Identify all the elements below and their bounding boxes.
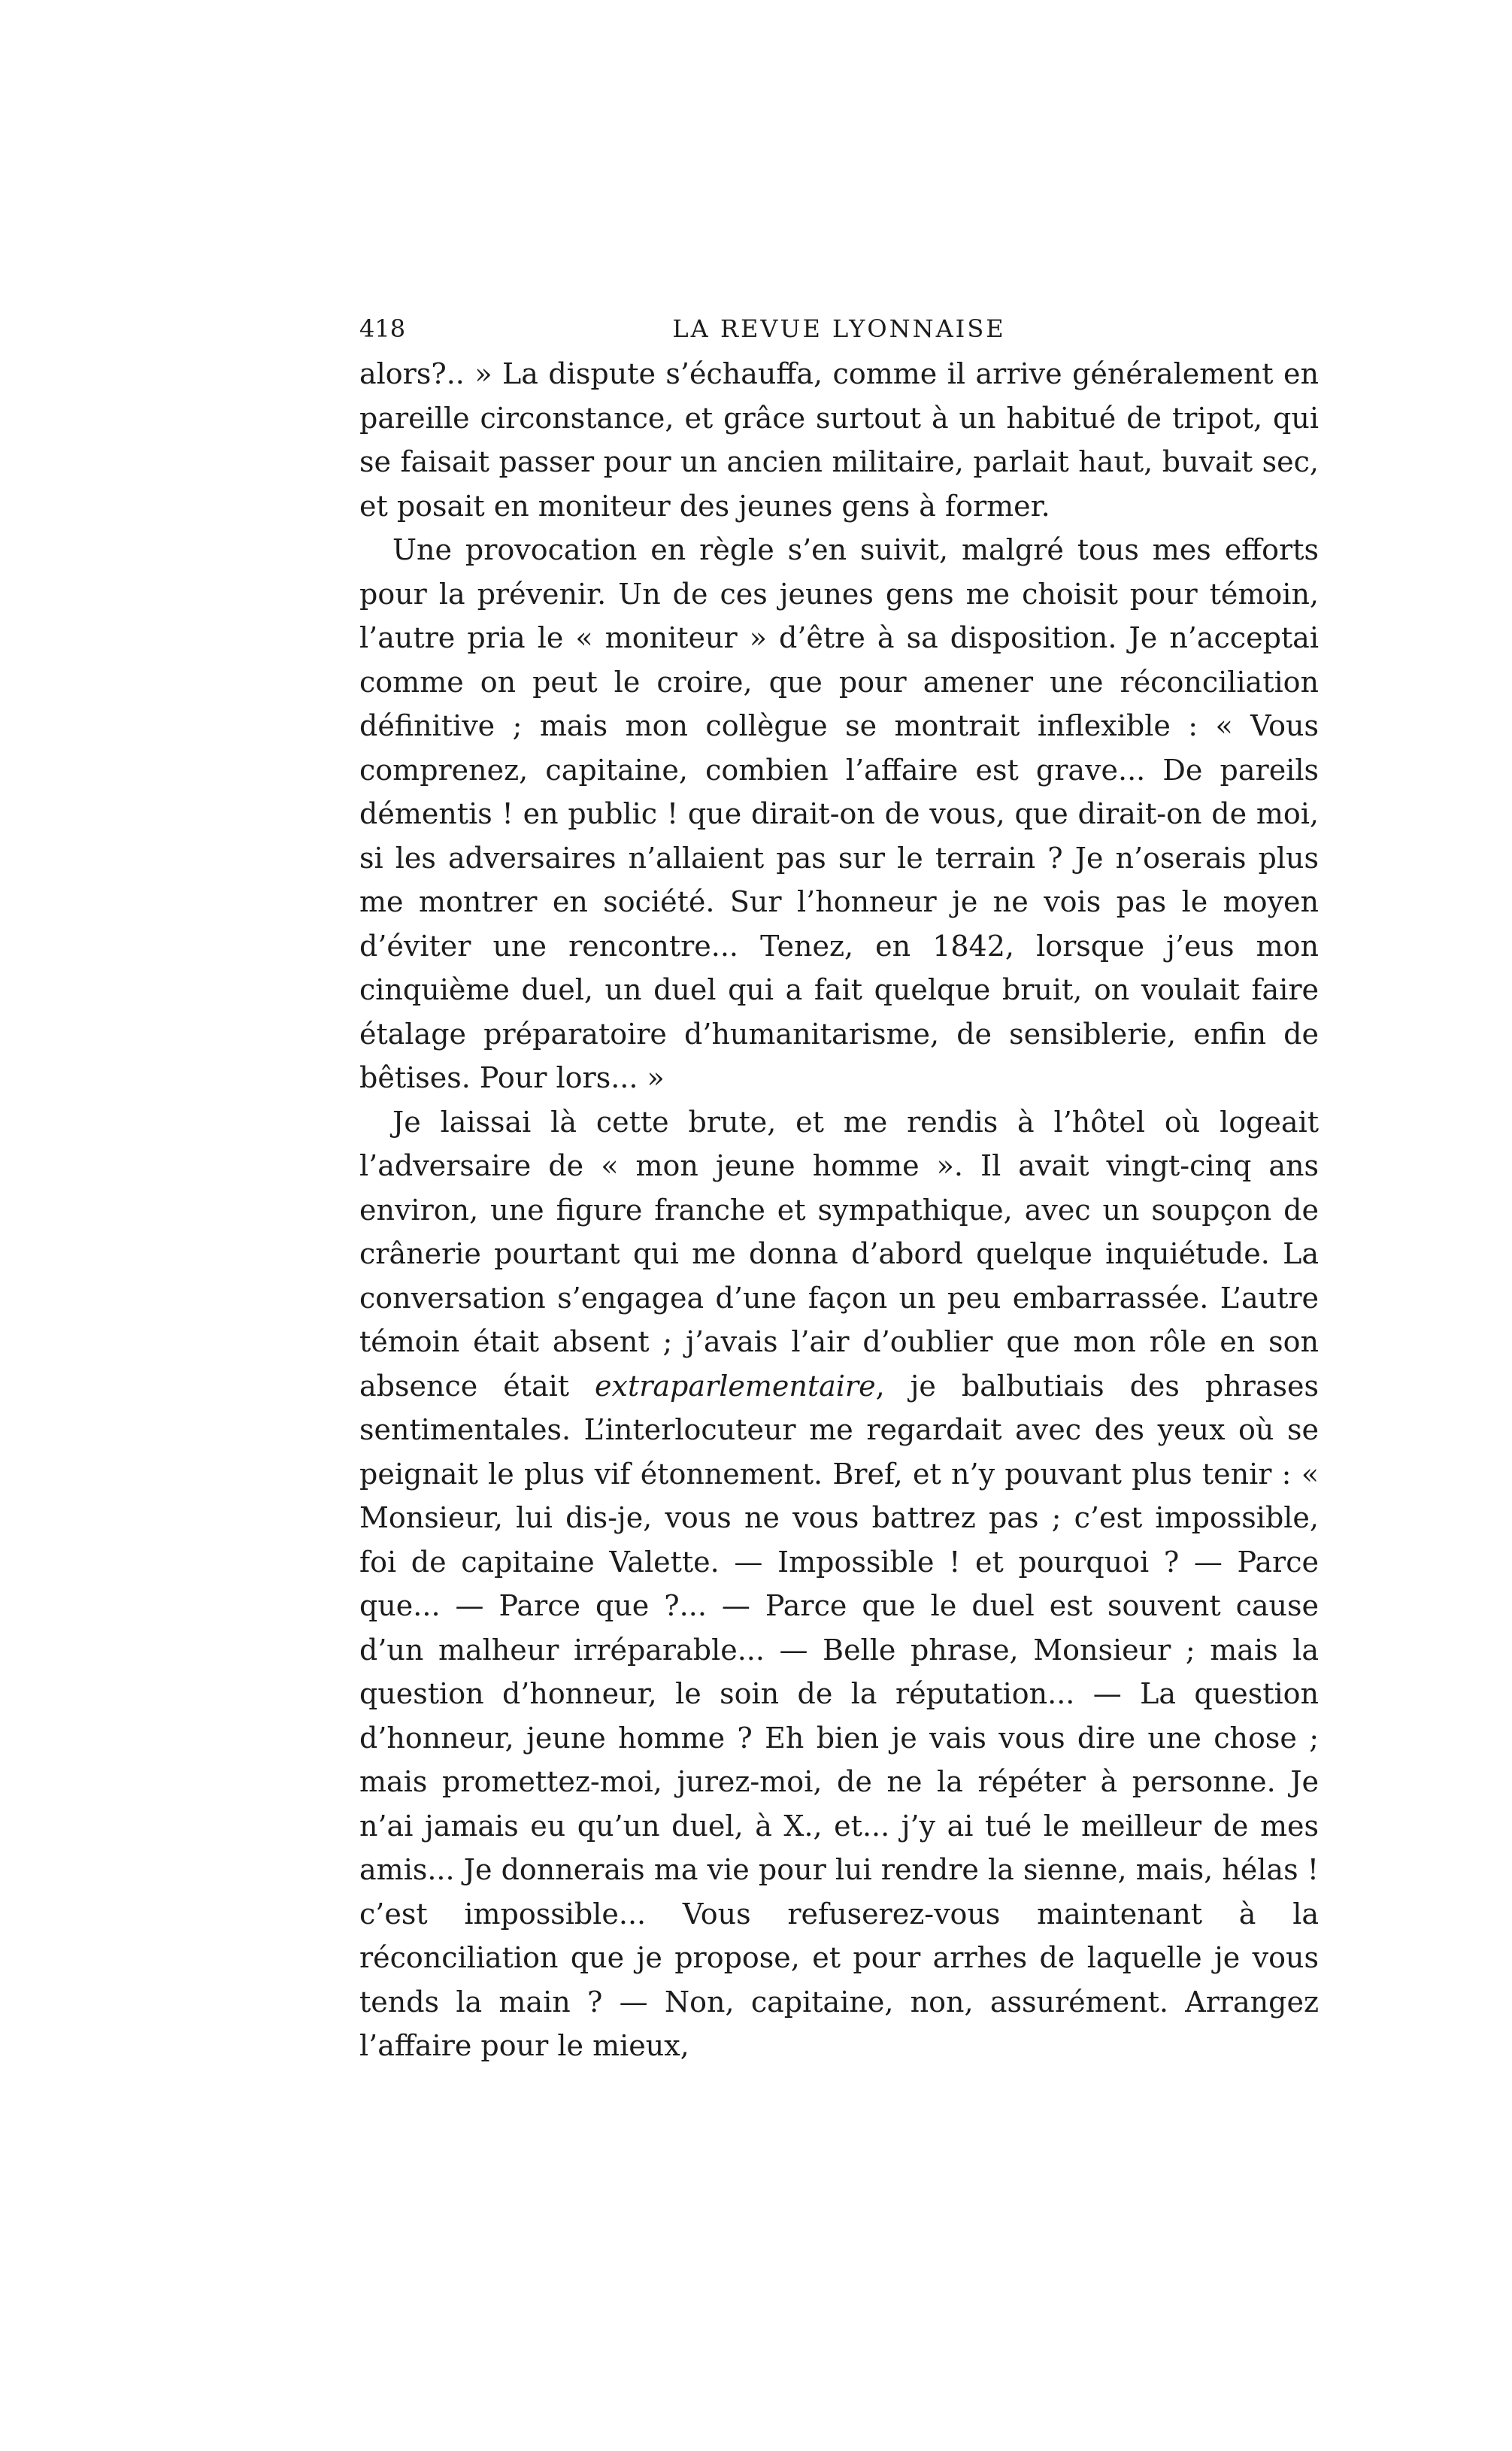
running-title: LA REVUE LYONNAISE [672,314,1006,343]
paragraph: Une provocation en règle s’en suivit, malgré tous mes efforts pour la prévenir. Un de ces jeunes gens me choisit pour témoin, l’autre pria le « moniteur » d’être à sa disposition. Je n’acceptai comme on peut le croire, que pour amener une réconciliation définitive ; mais mon collègue se montrait inflexible : « Vous comprenez, capitaine, combien l’affaire est grave... De pareils démentis ! en public ! que dirait-on de vous, que dirait-on de moi, si les adversaires n’allaient pas sur le terrain ? Je n’oserais plus me montrer en société. Sur l’honneur je ne vois pas le moyen d’éviter une rencontre... Tenez, en 1842, lorsque j’eus mon cinquième duel, un duel qui a fait quelque bruit, on voulait faire étalage préparatoire d’humanitarisme, de sensiblerie, enfin de bêtises. Pour lors... » [359,533,1319,1094]
italic-term: extraparlementaire [595,1369,876,1403]
paragraph-text: Je laissai là cette brute, et me rendis à l’hôtel où logeait l’adversaire de « mon jeune homme ». Il avait vingt-cinq ans environ, une figure franche et sympathique, avec un soupçon de crânerie pourtant qui me donna d’abord quelque inquiétude. La conversation s’engagea d’une façon un peu embarrassée. L’autre témoin était absent ; j’avais l’air d’oublier que mon rôle en son absence était [359,1105,1319,1403]
paragraph: alors?.. » La dispute s’échauffa, comme il arrive généralement en pareille circonstance, et grâce surtout à un habitué de tripot, qui se faisait passer pour un ancien militaire, parlait haut, buvait sec, et posait en moniteur des jeunes gens à former. [359,357,1319,523]
body-text [359,352,1319,2068]
page-number: 418 [359,314,406,343]
paragraph [359,1100,1319,2068]
paragraph-text: , je balbutiais des phrases sentimentales. L’interlocuteur me regardait avec des yeux où se peignait le plus vif étonnement. Bref, et n’y pouvant plus tenir : « Monsieur, lui dis-je, vous ne vous battrez pas ; c’est impossible, foi de capitaine Valette. — Impossible ! et pourquoi ? — Parce que... — Parce que ?... — Parce que le duel est souvent cause d’un malheur irréparable... — Belle phrase, Monsieur ; mais la question d’honneur, le soin de la réputation... — La question d’honneur, jeune homme ? Eh bien je vais vous dire une chose ; mais promettez-moi, jurez-moi, de ne la répéter à personne. Je n’ai jamais eu qu’un duel, à X., et... j’y ai tué le meilleur de mes amis... Je donnerais ma vie pour lui rendre la sienne, mais, hélas ! c’est impossible... Vous refuserez-vous maintenant à la réconciliation que je propose, et pour arrhes de laquelle je vous tends la main ? — Non, capitaine, non, assurément. Arrangez l’affaire pour le mieux, [359,1369,1319,2062]
page-header [359,308,1319,352]
page [359,308,1319,2384]
